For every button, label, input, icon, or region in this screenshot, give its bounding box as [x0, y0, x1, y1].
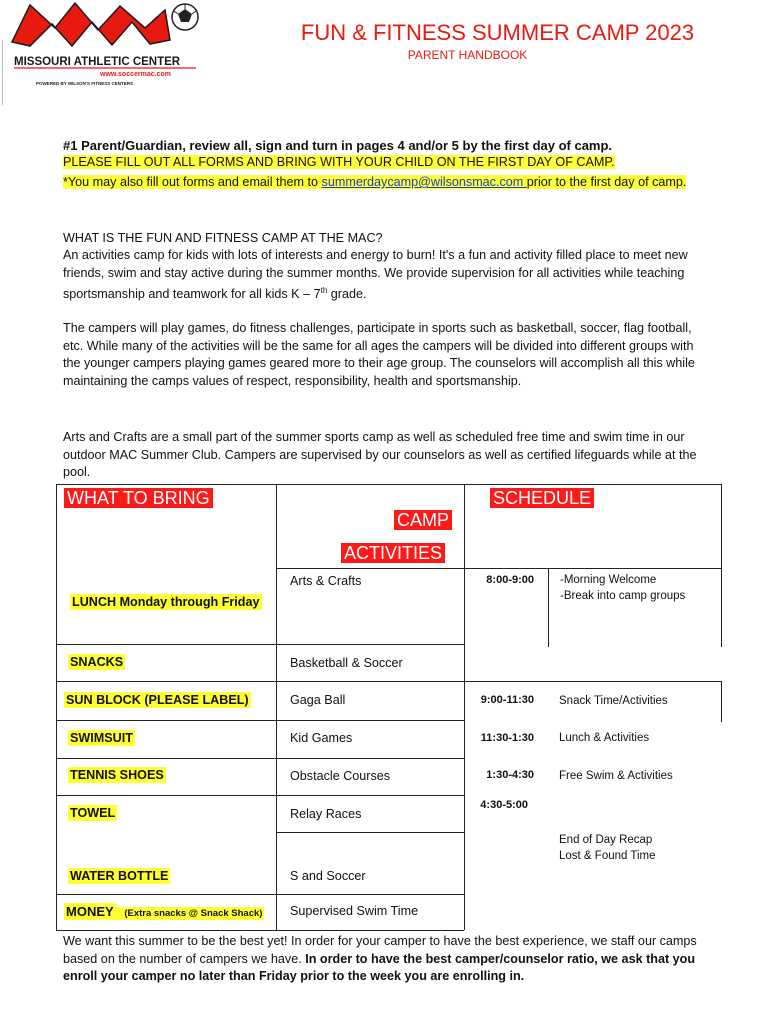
- col-divider-3: [548, 569, 549, 647]
- what-to-bring-header: [64, 487, 213, 509]
- activity-supervised-swim: Supervised Swim Time: [290, 904, 419, 918]
- activities-label: ACTIVITIES: [341, 543, 445, 563]
- row-line-1: [56, 644, 464, 645]
- about-p1-end: grade.: [327, 287, 367, 302]
- camp-activities-header-1: [394, 509, 452, 531]
- bring-item-label: SUN BLOCK (PLEASE LABEL): [66, 693, 249, 707]
- mac-logo: [0, 0, 215, 115]
- schedule-top-border: [464, 484, 722, 485]
- about-paragraph-2: The campers will play games, do fitness challenges, participate in sports such as basketball, soccer, flag football, etc. While many of the activities will be the same for all ages the campers will be divided into different groups with the younger campers playing games geared more to their age group. The counselors will accomplish all this while maintaining the camps values of respect, responsibility, health and sportsmanship.: [63, 321, 695, 388]
- soccer-ball-icon: [172, 4, 198, 30]
- email-pre-text: *You may also fill out forms and email them to: [63, 175, 322, 189]
- email-post-text: prior to the first day of camp.: [526, 175, 687, 189]
- about-heading: WHAT IS THE FUN AND FITNESS CAMP AT THE MAC?: [63, 231, 383, 245]
- row-line-2: [56, 681, 722, 682]
- enrollment-note-text: We want this summer to be the best yet! In order for your camper to have the best experience, we staff our camps based on the number of campers we have.: [63, 934, 697, 966]
- bring-item-label: SNACKS: [70, 655, 124, 669]
- bring-item-water-bottle: [68, 866, 170, 886]
- table-right-border: [721, 484, 722, 647]
- bring-item-sunblock: [64, 690, 251, 710]
- logo-url: www.soccermac.com: [100, 71, 171, 78]
- bring-item-label: SWIMSUIT: [70, 731, 133, 745]
- row-line-header: [276, 568, 722, 569]
- schedule-label: SCHEDULE: [490, 488, 594, 508]
- bring-item-lunch: [70, 591, 270, 613]
- enrollment-note: [63, 933, 703, 986]
- schedule-desc-3: Lunch & Activities: [559, 732, 650, 744]
- bring-item-money: [64, 902, 264, 924]
- table-top-border: [56, 484, 464, 485]
- schedule-time-5: 4:30-5:00: [480, 799, 528, 811]
- about-p1-text: An activities camp for kids with lots of interests and energy to burn! It's a fun and activity filled place to meet new friends, swim and stay active during the summer months. We provide supervision for all activities while teaching sportsmanship and teamwork for all kids K – 7: [63, 248, 688, 302]
- page-subtitle: PARENT HANDBOOK: [407, 48, 528, 62]
- row-line-4: [56, 758, 464, 759]
- fill-forms-notice: [63, 154, 713, 172]
- schedule-time-1: 8:00-9:00: [486, 574, 534, 586]
- row-line-3: [56, 720, 464, 721]
- activity-basketball-soccer: Basketball & Soccer: [290, 656, 403, 670]
- table-left-border: [56, 484, 57, 931]
- schedule-desc-5b: Lost & Found Time: [559, 850, 656, 862]
- schedule-desc-4: Free Swim & Activities: [559, 770, 673, 782]
- activity-relay-races: Relay Races: [290, 807, 362, 821]
- about-p1-sup: th: [320, 286, 328, 295]
- enrollment-note-bold: In order to have the best camper/counselor ratio, we ask that you enroll your camper no later than Friday prior to the week you are enrolling in.: [63, 951, 696, 983]
- page-edge-rule: [2, 40, 3, 105]
- col-divider-1: [276, 484, 277, 930]
- step-1-instruction: #1 Parent/Guardian, review all, sign and turn in pages 4 and/or 5 by the first day of camp.: [63, 138, 613, 153]
- about-paragraph-3: Arts and Crafts are a small part of the summer sports camp as well as scheduled free time and swim time in our outdoor MAC Summer Club. Campers are supervised by our counselors as well as certified lifeguards while at the pool.: [63, 430, 697, 479]
- table-bottom-border: [56, 930, 464, 931]
- bring-item-label: WATER BOTTLE: [70, 869, 169, 883]
- bring-item-towel: [68, 803, 117, 823]
- camp-activities-header-2: [341, 542, 445, 564]
- logo-tagline: POWERED BY WILSON'S FITNESS CENTERS: [36, 81, 133, 86]
- logo-name: MISSOURI ATHLETIC CENTER: [14, 56, 181, 68]
- schedule-time-4: 1:30-4:30: [486, 769, 534, 781]
- mac-logo-mark: [12, 3, 170, 46]
- activity-s-and-soccer: S and Soccer: [290, 869, 366, 883]
- about-paragraph-1: [63, 247, 698, 304]
- bring-item-swimsuit: [68, 728, 135, 748]
- camp-label: CAMP: [394, 510, 452, 530]
- schedule-time-2: 9:00-11:30: [480, 694, 534, 706]
- what-to-bring-label: WHAT TO BRING: [64, 488, 213, 508]
- schedule-header: [490, 487, 594, 509]
- schedule-desc-2: Snack Time/Activities: [559, 695, 668, 707]
- money-label: MONEY: [66, 904, 114, 919]
- sched-right-border-a: [721, 681, 722, 722]
- money-note: (Extra snacks @ Snack Shack): [124, 908, 263, 919]
- activity-kid-games: Kid Games: [290, 731, 353, 745]
- page-title: FUN & FITNESS SUMMER CAMP 2023: [300, 20, 695, 45]
- bring-item-label: TOWEL: [70, 806, 116, 820]
- col-divider-2: [464, 484, 465, 930]
- schedule-desc-1a: -Morning Welcome: [560, 574, 657, 586]
- email-link[interactable]: summerdaycamp@wilsonsmac.com: [321, 175, 527, 189]
- row-line-5: [56, 795, 464, 796]
- bring-item-snacks: [68, 652, 125, 672]
- schedule-desc-5a: End of Day Recap: [559, 834, 653, 846]
- fill-forms-text: PLEASE FILL OUT ALL FORMS AND BRING WITH YOUR CHILD ON THE FIRST DAY OF CAMP.: [63, 155, 615, 169]
- email-notice: [63, 174, 703, 192]
- bring-item-label: TENNIS SHOES: [70, 768, 164, 782]
- schedule-time-3: 11:30-1:30: [480, 732, 534, 744]
- bring-item-label: LUNCH Monday through Friday: [72, 595, 260, 609]
- row-line-6: [276, 832, 464, 833]
- activity-arts-crafts: Arts & Crafts: [290, 574, 362, 588]
- bring-item-tennis-shoes: [68, 765, 166, 785]
- activity-gaga-ball: Gaga Ball: [290, 693, 346, 707]
- activity-obstacle-courses: Obstacle Courses: [290, 769, 391, 783]
- row-line-7: [56, 894, 464, 895]
- schedule-desc-1b: -Break into camp groups: [560, 590, 686, 602]
